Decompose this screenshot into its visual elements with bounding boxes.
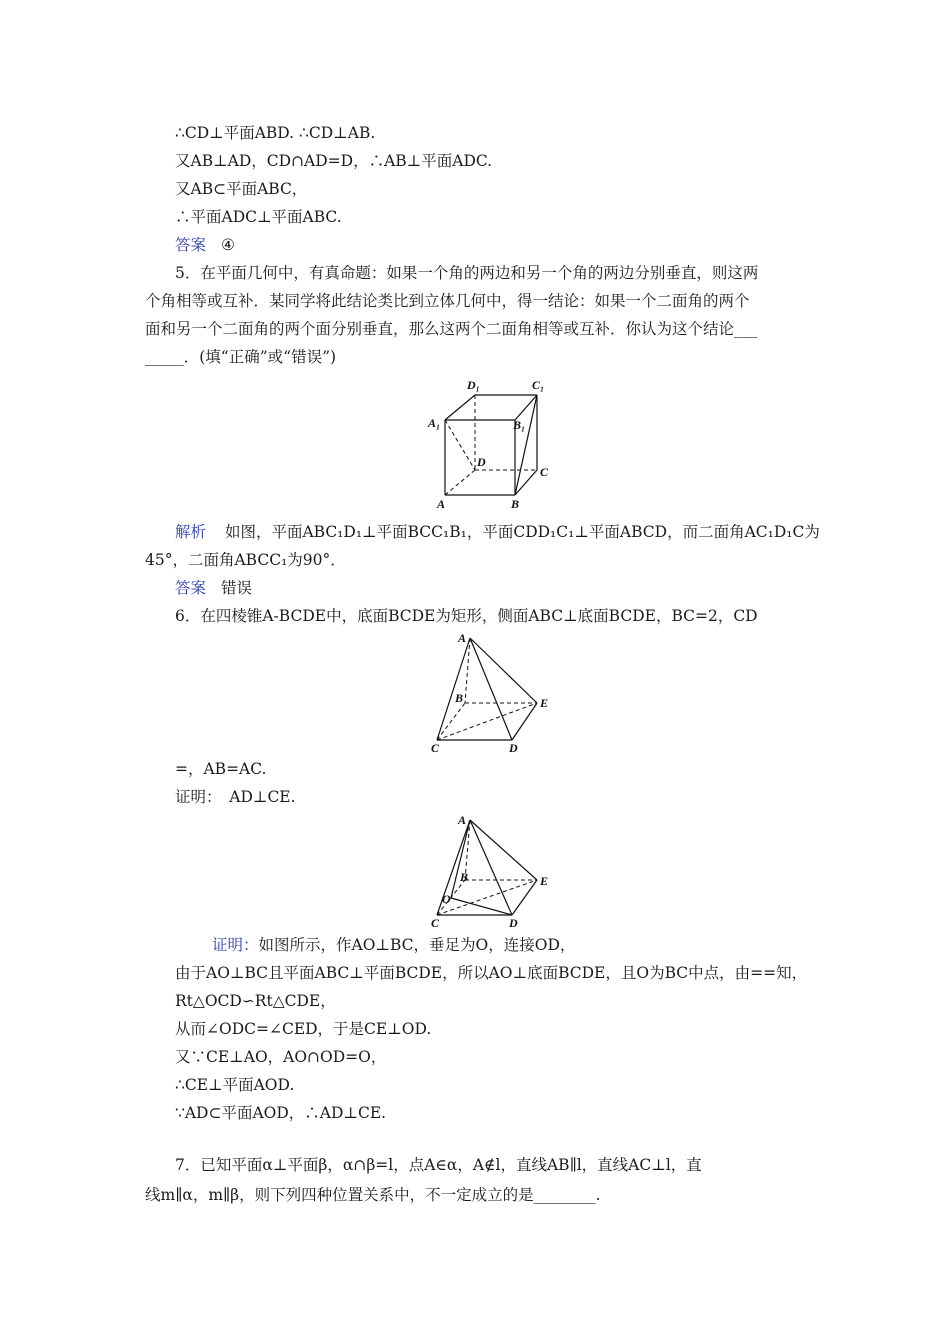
- vertex-label: D: [477, 455, 486, 469]
- question-text: =，AB=AC.: [175, 760, 267, 778]
- vertex-label: C: [431, 741, 440, 753]
- vertex-label: A: [458, 813, 467, 827]
- vertex-label: D: [509, 916, 518, 930]
- question-text: 线m∥α，m∥β，则下列四种位置关系中，不一定成立的是________.: [145, 1186, 601, 1204]
- cube-figure: [420, 375, 560, 515]
- vertex-label: B₁: [513, 418, 526, 432]
- vertex-label: A₁: [428, 416, 441, 430]
- answer-line: [175, 234, 235, 256]
- answer-label: 答案: [175, 579, 207, 597]
- vertex-label: E: [540, 874, 549, 888]
- proof-line: [212, 934, 575, 956]
- question-text: 面和另一个二面角的两个面分别垂直，那么这两个二面角相等或互补．你认为这个结论___: [145, 320, 758, 338]
- analysis-line: [175, 521, 820, 543]
- proof-text: Rt△OCD∽Rt△CDE，: [175, 992, 336, 1010]
- text-line: ∴平面ADC⊥平面ABC.: [175, 208, 342, 226]
- vertex-label: B: [460, 870, 469, 884]
- vertex-label: C: [540, 465, 549, 479]
- question-text: 证明： AD⊥CE.: [175, 788, 296, 806]
- pyramid-proof-figure: [425, 810, 565, 935]
- pyramid-figure: [425, 628, 565, 753]
- vertex-label: C: [431, 916, 440, 930]
- vertex-label: C₁: [532, 378, 545, 392]
- vertex-label: E: [540, 696, 549, 710]
- question-text: 6．在四棱锥A-BCDE中，底面BCDE为矩形，侧面ABC⊥底面BCDE，BC=2，CD: [175, 607, 758, 625]
- proof-text: 又∵CE⊥AO，AO∩OD=O，: [175, 1048, 387, 1066]
- question-text: 5．在平面几何中，有真命题：如果一个角的两边和另一个角的两边分别垂直，则这两: [175, 264, 759, 282]
- answer-line: [175, 577, 252, 599]
- proof-text: ∴CE⊥平面AOD.: [175, 1076, 295, 1094]
- answer-value: ④: [220, 236, 235, 254]
- proof-label: 证明：: [212, 936, 259, 954]
- proof-text: ∵AD⊂平面AOD，∴AD⊥CE.: [175, 1104, 387, 1122]
- question-text: 个角相等或互补．某同学将此结论类比到立体几何中，得一结论：如果一个二面角的两个: [145, 292, 750, 310]
- vertex-label: A: [437, 497, 446, 511]
- vertex-label: B: [455, 691, 464, 705]
- answer-label: 答案: [175, 236, 207, 254]
- vertex-label: O: [442, 892, 451, 906]
- text-line: ∴CD⊥平面ABD. ∴CD⊥AB.: [175, 124, 376, 142]
- vertex-label: D₁: [467, 378, 480, 392]
- vertex-label: D: [509, 741, 518, 753]
- vertex-label: A: [458, 631, 467, 645]
- proof-text: 如图所示，作AO⊥BC，垂足为O，连接OD，: [258, 936, 576, 954]
- question-text: 7．已知平面α⊥平面β，α∩β=l，点A∈α，A∉l，直线AB∥l，直线AC⊥l，直: [175, 1156, 702, 1174]
- question-text: _____．(填“正确”或“错误”): [145, 348, 337, 366]
- analysis-label: 解析: [175, 523, 207, 541]
- answer-value: 错误: [220, 579, 252, 597]
- analysis-text: 如图，平面ABC₁D₁⊥平面BCC₁B₁，平面CDD₁C₁⊥平面ABCD，而二面角AC₁D₁C为: [224, 523, 820, 541]
- text-line: 又AB⊥AD，CD∩AD=D，∴AB⊥平面ADC.: [175, 152, 493, 170]
- analysis-text: 45°，二面角ABCC₁为90°．: [145, 551, 346, 569]
- proof-text: 由于AO⊥BC且平面ABC⊥平面BCDE，所以AO⊥底面BCDE，且O为BC中点，由==知，: [175, 964, 808, 982]
- vertex-label: B: [511, 497, 520, 511]
- proof-text: 从而∠ODC=∠CED，于是CE⊥OD.: [175, 1020, 432, 1038]
- text-line: 又AB⊂平面ABC，: [175, 180, 308, 198]
